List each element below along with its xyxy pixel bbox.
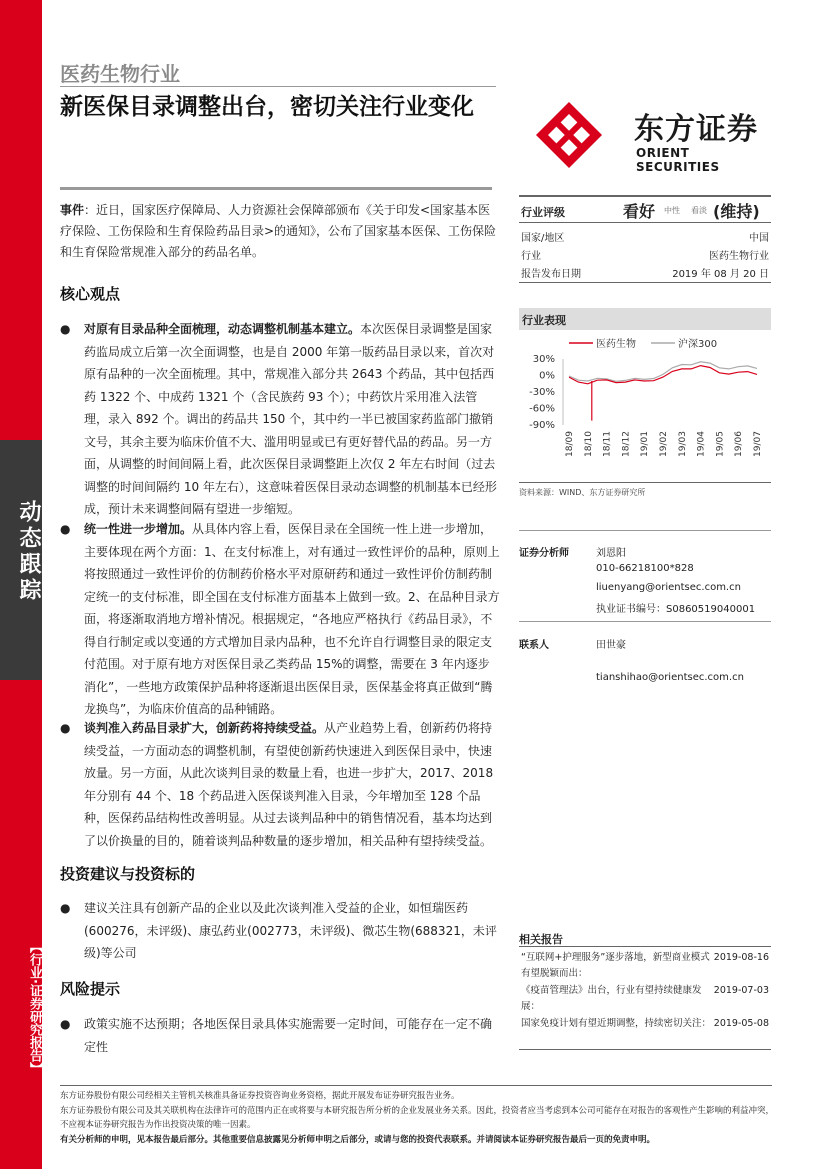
industry-label: 医药生物行业 bbox=[60, 62, 180, 86]
y-tick-label: 30% bbox=[532, 354, 555, 365]
rating-bad: 看淡 bbox=[691, 206, 707, 215]
chart-source: 资料来源：WIND、东方证券研究所 bbox=[519, 488, 646, 497]
logo-mark-icon bbox=[534, 100, 604, 170]
info-value: 2019 年 08 月 20 日 bbox=[672, 269, 769, 280]
x-tick-label: 18/11 bbox=[602, 431, 613, 457]
event-paragraph bbox=[60, 200, 500, 263]
related-title: 《疫苗管理法》出台，行业有望持续健康发展： bbox=[521, 985, 702, 1012]
analyst-email[interactable]: liuenyang@orientsec.com.cn bbox=[596, 582, 741, 593]
related-date: 2019-07-03 bbox=[713, 985, 769, 996]
info-row bbox=[519, 247, 771, 263]
event-label: 事件 bbox=[60, 203, 85, 217]
bullet-text: 本次医保目录调整是国家药监局成立后第一次全面调整，也是自 2000 年第一版药品目录以来，首次对原有品种的一次全面梳理。其中，常规准入部分共 2643 个药品，其中包括西药 1322 个、中成药 1321 个（含民族药 93 个）；中药饮片采用准入法管理，录入 892 个。调出的药品共 150 个，其中约一半已被国家药监部门撤销文号，其余主要为临床价值不大、滥用明显或已有更好替代品的药品。另一方面，从调整的时间间隔上看，此次医保目录调整距上次仅 2 年左右时间（过去调整的时间间隔约 10 年左右），这意味着医保目录动态调整的机制基本已经形成，预计未来调整间隔有望进一步缩短。 bbox=[84, 322, 497, 516]
title-divider bbox=[60, 86, 496, 87]
risk-heading: 风险提示 bbox=[60, 980, 121, 998]
related-title: 国家免疫计划有望近期调整，持续密切关注： bbox=[521, 1018, 712, 1029]
logo-name-cn: 东方证券 bbox=[634, 112, 758, 147]
info-row bbox=[519, 265, 771, 281]
report-type-label: 【行业·证券研究报告】 bbox=[27, 940, 42, 1075]
event-text: ：近日，国家医疗保障局、人力资源社会保障部颁布《关于印发<国家基本医疗保险、工伤保险和生育保险药品目录>的通知》，公布了国家基本医保、工伤保险和生育保险常规准入部分的药品名单。 bbox=[60, 203, 497, 259]
analyst-label: 证券分析师 bbox=[519, 548, 569, 559]
series-line bbox=[569, 362, 757, 382]
analyst-name: 刘恩阳 bbox=[596, 548, 626, 559]
logo-name-en: ORIENT SECURITIES bbox=[636, 146, 720, 174]
related-bottom-divider bbox=[519, 1049, 771, 1050]
performance-header: 行业表现 bbox=[519, 308, 771, 330]
x-tick-label: 19/03 bbox=[677, 431, 688, 457]
page-title: 新医保目录调整出台，密切关注行业变化 bbox=[60, 94, 474, 120]
footer-line: 东方证券股份有限公司经相关主管机关核准具备证券投资咨询业务资格，据此开展发布证券研究报告业务。 bbox=[60, 1091, 460, 1101]
bullet-text: 从产业趋势上看，创新药仍将持续受益，一方面动态的调整机制，有望使创新药快速进入到医保目录中，快速放量。另一方面，从此次谈判目录的数量上看，也进一步扩大，2017、2018 年分别有 44 个、18 个药品进入医保谈判准入目录，今年增加至 128 个品种，医保药品结构性改善明显。从过去谈判品种中的销售情况看，基本均达到了以价换量的目的，随着谈判品种数量的逐步增加，相关品种有望持续受益。 bbox=[84, 721, 494, 848]
company-logo bbox=[534, 100, 774, 174]
footer-line: 东方证券股份有限公司及其关联机构在法律许可的范围内正在或将要与本研究报告所分析的企业发展业务关系。因此，投资者应当考虑到本公司可能存在对报告的客观性产生影响的利益冲突，不应视本证券研究报告为作出投资决策的唯一因素。 bbox=[60, 1106, 775, 1130]
info-value: 医药生物行业 bbox=[709, 251, 769, 262]
bullet-lead: 对原有目录品种全面梳理，动态调整机制基本建立。 bbox=[84, 322, 361, 336]
related-header: 相关报告 bbox=[519, 933, 563, 946]
core-bullet bbox=[60, 518, 500, 721]
investment-text: 建议关注具有创新产品的企业以及此次谈判准入受益的企业，如恒瑞医药(600276，未评级)、康弘药业(002773，未评级)、微芯生物(688321，未评级)等公司 bbox=[84, 901, 497, 960]
bullet-icon: ● bbox=[60, 721, 71, 735]
chart-divider bbox=[519, 482, 771, 483]
risk-bullet bbox=[60, 1013, 500, 1058]
analyst-license: 执业证书编号：S0860519040001 bbox=[596, 604, 756, 615]
x-tick-label: 18/10 bbox=[583, 431, 594, 457]
legend-label: 医药生物 bbox=[596, 339, 636, 350]
bullet-text: 从具体内容上看，医保目录在全国统一性上进一步增加，主要体现在两个方面：1、在支付标准上，对有通过一致性评价的品种，原则上将按照通过一致性评价的仿制药价格水平对原研药和通过一致性评价仿制药制定统一的支付标准，即全国在支付标准方面基本上做到一致。2、在品种目录方面，将逐渐取消地方增补情况。根据规定，“各地应严格执行《药品目录》，不得自行制定或以变通的方式增加目录内品种，也不允许自行调整目录的限定支付范围。对于原有地方对医保目录乙类药品 15%的调整，需要在 3 年内逐步消化”，一些地方政策保护品种将逐渐退出医保目录，医保基金将真正做到“腾龙换鸟”，为临床价值高的品种铺路。 bbox=[84, 522, 500, 716]
section-type-label: 动态跟踪 bbox=[16, 500, 41, 604]
y-tick-label: 0% bbox=[539, 370, 555, 382]
bullet-icon: ● bbox=[60, 901, 71, 915]
related-date: 2019-05-08 bbox=[713, 1018, 769, 1029]
y-tick-label: -90% bbox=[529, 420, 555, 431]
analyst-divider bbox=[519, 530, 771, 531]
bullet-icon: ● bbox=[60, 322, 71, 336]
investment-bullet bbox=[60, 897, 500, 965]
y-tick-label: -60% bbox=[529, 403, 555, 415]
performance-chart bbox=[519, 333, 771, 473]
x-tick-label: 19/02 bbox=[659, 431, 669, 457]
x-tick-label: 18/09 bbox=[565, 431, 575, 457]
rating-keep: (维持) bbox=[713, 202, 760, 221]
x-tick-label: 19/06 bbox=[734, 431, 745, 457]
bullet-lead: 统一性进一步增加。 bbox=[84, 522, 193, 536]
rating-label: 行业评级 bbox=[521, 206, 565, 219]
legend-label: 沪深300 bbox=[678, 339, 718, 350]
x-tick-label: 19/01 bbox=[640, 431, 651, 457]
info-value: 中国 bbox=[749, 233, 769, 244]
analyst-phone: 010-66218100*828 bbox=[596, 563, 694, 574]
x-tick-label: 19/05 bbox=[715, 431, 726, 457]
info-divider bbox=[519, 282, 771, 283]
info-row bbox=[519, 229, 771, 245]
x-tick-label: 19/04 bbox=[696, 431, 707, 457]
related-divider bbox=[519, 946, 771, 947]
x-tick-label: 18/12 bbox=[621, 431, 632, 457]
core-heading: 核心观点 bbox=[60, 285, 121, 303]
related-date: 2019-08-16 bbox=[713, 952, 769, 963]
risk-text: 政策实施不达预期；各地医保目录具体实施需要一定时间，可能存在一定不确定性 bbox=[84, 1017, 493, 1054]
info-key: 国家/地区 bbox=[521, 233, 565, 244]
footer-disclaimer: 有关分析师的申明，见本报告最后部分。其他重要信息披露见分析师申明之后部分，或请与您的投资代表联系。并请阅读本证券研究报告最后一页的免责申明。 bbox=[60, 1135, 656, 1145]
footer-divider bbox=[60, 1085, 772, 1086]
core-bullet bbox=[60, 717, 500, 852]
info-key: 行业 bbox=[521, 251, 541, 262]
main-divider bbox=[60, 187, 492, 190]
contact-name: 田世豪 bbox=[596, 640, 626, 651]
contact-email[interactable]: tianshihao@orientsec.com.cn bbox=[596, 672, 744, 683]
rating-neutral: 中性 bbox=[664, 206, 680, 215]
bullet-lead: 谈判准入药品目录扩大，创新药将持续受益。 bbox=[84, 721, 325, 735]
info-key: 报告发布日期 bbox=[521, 269, 581, 280]
bullet-icon: ● bbox=[60, 522, 71, 536]
contact-divider bbox=[519, 621, 771, 622]
x-tick-label: 19/07 bbox=[753, 431, 763, 457]
core-bullet bbox=[60, 318, 500, 521]
rating-row bbox=[519, 195, 771, 223]
investment-heading: 投资建议与投资标的 bbox=[60, 865, 196, 883]
bullet-icon: ● bbox=[60, 1017, 71, 1031]
y-tick-label: -30% bbox=[529, 387, 555, 398]
related-title: “互联网+护理服务”逐步落地，新型商业模式有望脱颖而出： bbox=[521, 952, 710, 979]
rating-good: 看好 bbox=[623, 202, 656, 221]
contact-label: 联系人 bbox=[519, 640, 549, 651]
